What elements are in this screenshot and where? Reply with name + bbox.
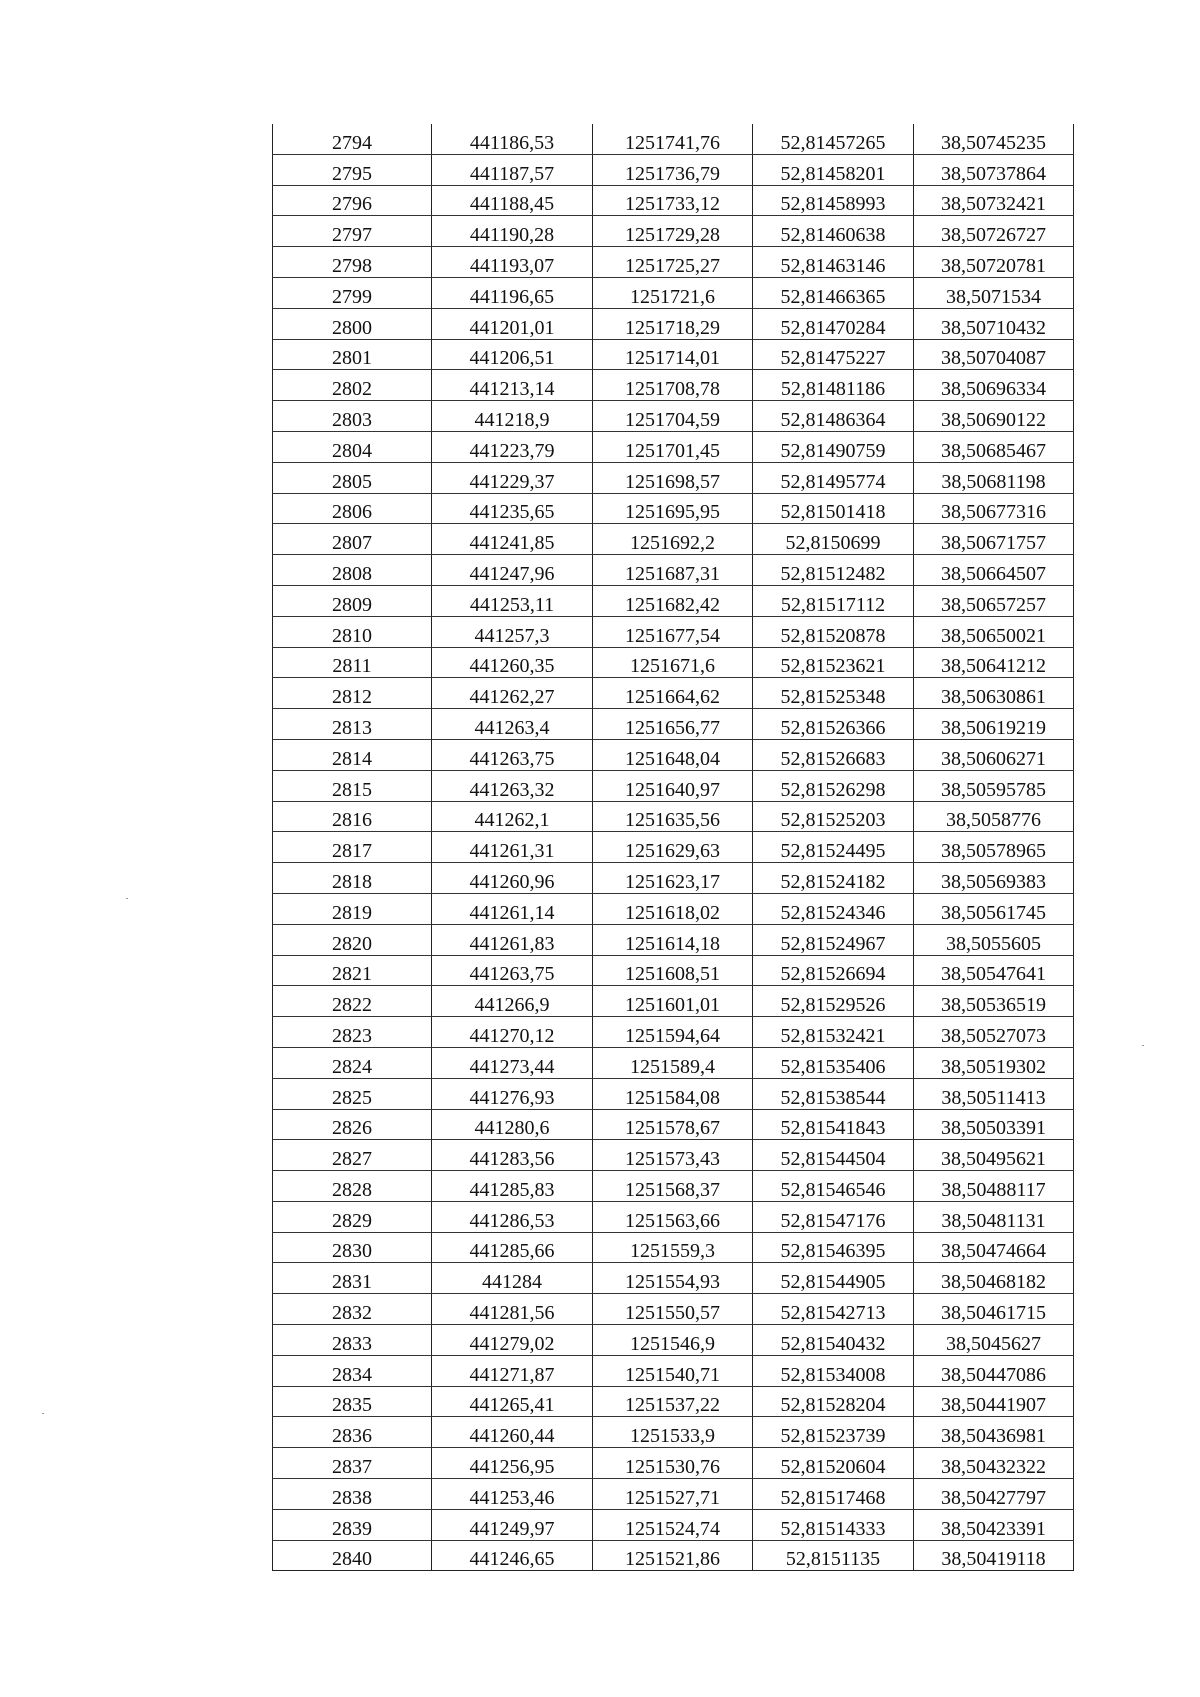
longitude-cell: 38,50606271: [914, 739, 1074, 770]
x-coordinate-cell: 441270,12: [432, 1017, 593, 1048]
longitude-cell: 38,50657257: [914, 585, 1074, 616]
x-coordinate-cell: 441223,79: [432, 431, 593, 462]
table-row: [273, 1171, 1074, 1202]
point-number-cell: 2803: [273, 401, 432, 432]
table-row: [273, 1109, 1074, 1140]
y-coordinate-cell: 1251614,18: [593, 924, 753, 955]
x-coordinate-cell: 441257,3: [432, 616, 593, 647]
x-coordinate-cell: 441190,28: [432, 216, 593, 247]
latitude-cell: 52,81546546: [753, 1171, 914, 1202]
y-coordinate-cell: 1251589,4: [593, 1047, 753, 1078]
latitude-cell: 52,81512482: [753, 555, 914, 586]
longitude-cell: 38,50726727: [914, 216, 1074, 247]
point-number-cell: 2813: [273, 709, 432, 740]
table-row: [273, 185, 1074, 216]
longitude-cell: 38,5058776: [914, 801, 1074, 832]
longitude-cell: 38,50441907: [914, 1386, 1074, 1417]
latitude-cell: 52,81517468: [753, 1479, 914, 1510]
latitude-cell: 52,81486364: [753, 401, 914, 432]
latitude-cell: 52,81501418: [753, 493, 914, 524]
y-coordinate-cell: 1251671,6: [593, 647, 753, 678]
table-row: [273, 339, 1074, 370]
table-row: [273, 1232, 1074, 1263]
x-coordinate-cell: 441218,9: [432, 401, 593, 432]
point-number-cell: 2821: [273, 955, 432, 986]
latitude-cell: 52,81532421: [753, 1017, 914, 1048]
coordinates-table: [272, 124, 1074, 1571]
scan-speck: [1142, 1045, 1144, 1046]
longitude-cell: 38,50696334: [914, 370, 1074, 401]
x-coordinate-cell: 441260,96: [432, 863, 593, 894]
x-coordinate-cell: 441241,85: [432, 524, 593, 555]
y-coordinate-cell: 1251601,01: [593, 986, 753, 1017]
point-number-cell: 2838: [273, 1479, 432, 1510]
point-number-cell: 2794: [273, 124, 432, 154]
y-coordinate-cell: 1251635,56: [593, 801, 753, 832]
longitude-cell: 38,50561745: [914, 893, 1074, 924]
latitude-cell: 52,8150699: [753, 524, 914, 555]
latitude-cell: 52,81523739: [753, 1417, 914, 1448]
latitude-cell: 52,81526683: [753, 739, 914, 770]
latitude-cell: 52,81524346: [753, 893, 914, 924]
longitude-cell: 38,50720781: [914, 247, 1074, 278]
x-coordinate-cell: 441187,57: [432, 154, 593, 185]
longitude-cell: 38,50511413: [914, 1078, 1074, 1109]
x-coordinate-cell: 441285,83: [432, 1171, 593, 1202]
point-number-cell: 2807: [273, 524, 432, 555]
latitude-cell: 52,81546395: [753, 1232, 914, 1263]
longitude-cell: 38,50745235: [914, 124, 1074, 154]
longitude-cell: 38,50474664: [914, 1232, 1074, 1263]
latitude-cell: 52,81517112: [753, 585, 914, 616]
latitude-cell: 52,81523621: [753, 647, 914, 678]
point-number-cell: 2833: [273, 1325, 432, 1356]
x-coordinate-cell: 441201,01: [432, 308, 593, 339]
y-coordinate-cell: 1251729,28: [593, 216, 753, 247]
y-coordinate-cell: 1251563,66: [593, 1201, 753, 1232]
table-row: [273, 1017, 1074, 1048]
table-row: [273, 1325, 1074, 1356]
point-number-cell: 2836: [273, 1417, 432, 1448]
y-coordinate-cell: 1251623,17: [593, 863, 753, 894]
x-coordinate-cell: 441284: [432, 1263, 593, 1294]
table-row: [273, 431, 1074, 462]
table-row: [273, 493, 1074, 524]
y-coordinate-cell: 1251578,67: [593, 1109, 753, 1140]
y-coordinate-cell: 1251687,31: [593, 555, 753, 586]
y-coordinate-cell: 1251695,95: [593, 493, 753, 524]
y-coordinate-cell: 1251537,22: [593, 1386, 753, 1417]
longitude-cell: 38,50461715: [914, 1294, 1074, 1325]
point-number-cell: 2798: [273, 247, 432, 278]
latitude-cell: 52,81460638: [753, 216, 914, 247]
table-row: [273, 1078, 1074, 1109]
y-coordinate-cell: 1251725,27: [593, 247, 753, 278]
latitude-cell: 52,81458201: [753, 154, 914, 185]
point-number-cell: 2825: [273, 1078, 432, 1109]
y-coordinate-cell: 1251594,64: [593, 1017, 753, 1048]
x-coordinate-cell: 441196,65: [432, 277, 593, 308]
x-coordinate-cell: 441247,96: [432, 555, 593, 586]
point-number-cell: 2839: [273, 1509, 432, 1540]
latitude-cell: 52,81481186: [753, 370, 914, 401]
table-row: [273, 308, 1074, 339]
latitude-cell: 52,81528204: [753, 1386, 914, 1417]
table-row: [273, 647, 1074, 678]
latitude-cell: 52,81524495: [753, 832, 914, 863]
longitude-cell: 38,50419118: [914, 1540, 1074, 1571]
y-coordinate-cell: 1251741,76: [593, 124, 753, 154]
longitude-cell: 38,50503391: [914, 1109, 1074, 1140]
longitude-cell: 38,50732421: [914, 185, 1074, 216]
point-number-cell: 2802: [273, 370, 432, 401]
table-row: [273, 801, 1074, 832]
longitude-cell: 38,50650021: [914, 616, 1074, 647]
y-coordinate-cell: 1251664,62: [593, 678, 753, 709]
x-coordinate-cell: 441213,14: [432, 370, 593, 401]
point-number-cell: 2800: [273, 308, 432, 339]
x-coordinate-cell: 441261,31: [432, 832, 593, 863]
y-coordinate-cell: 1251533,9: [593, 1417, 753, 1448]
y-coordinate-cell: 1251527,71: [593, 1479, 753, 1510]
y-coordinate-cell: 1251524,74: [593, 1509, 753, 1540]
y-coordinate-cell: 1251656,77: [593, 709, 753, 740]
longitude-cell: 38,5045627: [914, 1325, 1074, 1356]
point-number-cell: 2835: [273, 1386, 432, 1417]
latitude-cell: 52,81547176: [753, 1201, 914, 1232]
longitude-cell: 38,50704087: [914, 339, 1074, 370]
table-row: [273, 893, 1074, 924]
point-number-cell: 2796: [273, 185, 432, 216]
table-row: [273, 709, 1074, 740]
x-coordinate-cell: 441276,93: [432, 1078, 593, 1109]
x-coordinate-cell: 441256,95: [432, 1448, 593, 1479]
latitude-cell: 52,81475227: [753, 339, 914, 370]
longitude-cell: 38,50664507: [914, 555, 1074, 586]
longitude-cell: 38,50432322: [914, 1448, 1074, 1479]
x-coordinate-cell: 441261,14: [432, 893, 593, 924]
longitude-cell: 38,50536519: [914, 986, 1074, 1017]
scan-speck: [42, 1413, 44, 1414]
latitude-cell: 52,81534008: [753, 1355, 914, 1386]
longitude-cell: 38,50677316: [914, 493, 1074, 524]
x-coordinate-cell: 441285,66: [432, 1232, 593, 1263]
point-number-cell: 2827: [273, 1140, 432, 1171]
latitude-cell: 52,81470284: [753, 308, 914, 339]
x-coordinate-cell: 441279,02: [432, 1325, 593, 1356]
x-coordinate-cell: 441263,32: [432, 770, 593, 801]
point-number-cell: 2831: [273, 1263, 432, 1294]
longitude-cell: 38,50710432: [914, 308, 1074, 339]
latitude-cell: 52,81463146: [753, 247, 914, 278]
latitude-cell: 52,81520604: [753, 1448, 914, 1479]
latitude-cell: 52,81524182: [753, 863, 914, 894]
longitude-cell: 38,50468182: [914, 1263, 1074, 1294]
point-number-cell: 2801: [273, 339, 432, 370]
y-coordinate-cell: 1251608,51: [593, 955, 753, 986]
latitude-cell: 52,81458993: [753, 185, 914, 216]
table-row: [273, 1386, 1074, 1417]
y-coordinate-cell: 1251736,79: [593, 154, 753, 185]
longitude-cell: 38,50641212: [914, 647, 1074, 678]
x-coordinate-cell: 441266,9: [432, 986, 593, 1017]
y-coordinate-cell: 1251704,59: [593, 401, 753, 432]
x-coordinate-cell: 441193,07: [432, 247, 593, 278]
x-coordinate-cell: 441253,46: [432, 1479, 593, 1510]
longitude-cell: 38,5071534: [914, 277, 1074, 308]
longitude-cell: 38,50578965: [914, 832, 1074, 863]
point-number-cell: 2806: [273, 493, 432, 524]
table-row: [273, 524, 1074, 555]
latitude-cell: 52,81520878: [753, 616, 914, 647]
y-coordinate-cell: 1251677,54: [593, 616, 753, 647]
table-row: [273, 124, 1074, 154]
y-coordinate-cell: 1251530,76: [593, 1448, 753, 1479]
point-number-cell: 2834: [273, 1355, 432, 1386]
y-coordinate-cell: 1251629,63: [593, 832, 753, 863]
point-number-cell: 2828: [273, 1171, 432, 1202]
point-number-cell: 2817: [273, 832, 432, 863]
point-number-cell: 2815: [273, 770, 432, 801]
y-coordinate-cell: 1251521,86: [593, 1540, 753, 1571]
x-coordinate-cell: 441186,53: [432, 124, 593, 154]
latitude-cell: 52,81525203: [753, 801, 914, 832]
table-row: [273, 462, 1074, 493]
point-number-cell: 2818: [273, 863, 432, 894]
x-coordinate-cell: 441263,75: [432, 955, 593, 986]
point-number-cell: 2799: [273, 277, 432, 308]
point-number-cell: 2832: [273, 1294, 432, 1325]
x-coordinate-cell: 441265,41: [432, 1386, 593, 1417]
point-number-cell: 2795: [273, 154, 432, 185]
point-number-cell: 2826: [273, 1109, 432, 1140]
point-number-cell: 2797: [273, 216, 432, 247]
point-number-cell: 2812: [273, 678, 432, 709]
y-coordinate-cell: 1251550,57: [593, 1294, 753, 1325]
latitude-cell: 52,81538544: [753, 1078, 914, 1109]
x-coordinate-cell: 441286,53: [432, 1201, 593, 1232]
x-coordinate-cell: 441273,44: [432, 1047, 593, 1078]
x-coordinate-cell: 441263,4: [432, 709, 593, 740]
table-row: [273, 1047, 1074, 1078]
latitude-cell: 52,81457265: [753, 124, 914, 154]
y-coordinate-cell: 1251618,02: [593, 893, 753, 924]
x-coordinate-cell: 441261,83: [432, 924, 593, 955]
point-number-cell: 2811: [273, 647, 432, 678]
longitude-cell: 38,50427797: [914, 1479, 1074, 1510]
y-coordinate-cell: 1251714,01: [593, 339, 753, 370]
table-row: [273, 216, 1074, 247]
table-row: [273, 401, 1074, 432]
latitude-cell: 52,81544504: [753, 1140, 914, 1171]
longitude-cell: 38,50481131: [914, 1201, 1074, 1232]
table-row: [273, 1479, 1074, 1510]
point-number-cell: 2820: [273, 924, 432, 955]
y-coordinate-cell: 1251682,42: [593, 585, 753, 616]
point-number-cell: 2805: [273, 462, 432, 493]
table-row: [273, 1140, 1074, 1171]
x-coordinate-cell: 441260,35: [432, 647, 593, 678]
longitude-cell: 38,50690122: [914, 401, 1074, 432]
y-coordinate-cell: 1251546,9: [593, 1325, 753, 1356]
y-coordinate-cell: 1251573,43: [593, 1140, 753, 1171]
x-coordinate-cell: 441280,6: [432, 1109, 593, 1140]
latitude-cell: 52,81526694: [753, 955, 914, 986]
point-number-cell: 2814: [273, 739, 432, 770]
point-number-cell: 2824: [273, 1047, 432, 1078]
point-number-cell: 2829: [273, 1201, 432, 1232]
longitude-cell: 38,50681198: [914, 462, 1074, 493]
latitude-cell: 52,81524967: [753, 924, 914, 955]
table-row: [273, 1448, 1074, 1479]
x-coordinate-cell: 441281,56: [432, 1294, 593, 1325]
point-number-cell: 2808: [273, 555, 432, 586]
point-number-cell: 2816: [273, 801, 432, 832]
longitude-cell: 38,50737864: [914, 154, 1074, 185]
x-coordinate-cell: 441253,11: [432, 585, 593, 616]
x-coordinate-cell: 441249,97: [432, 1509, 593, 1540]
point-number-cell: 2840: [273, 1540, 432, 1571]
table-row: [273, 1294, 1074, 1325]
longitude-cell: 38,50569383: [914, 863, 1074, 894]
y-coordinate-cell: 1251698,57: [593, 462, 753, 493]
longitude-cell: 38,50595785: [914, 770, 1074, 801]
y-coordinate-cell: 1251554,93: [593, 1263, 753, 1294]
table-row: [273, 1355, 1074, 1386]
table-row: [273, 986, 1074, 1017]
table-row: [273, 955, 1074, 986]
y-coordinate-cell: 1251718,29: [593, 308, 753, 339]
point-number-cell: 2822: [273, 986, 432, 1017]
latitude-cell: 52,8151135: [753, 1540, 914, 1571]
x-coordinate-cell: 441246,65: [432, 1540, 593, 1571]
x-coordinate-cell: 441235,65: [432, 493, 593, 524]
table-row: [273, 277, 1074, 308]
table-row: [273, 1201, 1074, 1232]
y-coordinate-cell: 1251540,71: [593, 1355, 753, 1386]
point-number-cell: 2830: [273, 1232, 432, 1263]
point-number-cell: 2837: [273, 1448, 432, 1479]
scan-speck: [126, 898, 128, 899]
coordinates-table-body: [273, 124, 1074, 1571]
longitude-cell: 38,50527073: [914, 1017, 1074, 1048]
latitude-cell: 52,81525348: [753, 678, 914, 709]
longitude-cell: 38,50447086: [914, 1355, 1074, 1386]
table-row: [273, 832, 1074, 863]
x-coordinate-cell: 441229,37: [432, 462, 593, 493]
point-number-cell: 2804: [273, 431, 432, 462]
latitude-cell: 52,81495774: [753, 462, 914, 493]
x-coordinate-cell: 441263,75: [432, 739, 593, 770]
latitude-cell: 52,81526298: [753, 770, 914, 801]
y-coordinate-cell: 1251708,78: [593, 370, 753, 401]
longitude-cell: 38,5055605: [914, 924, 1074, 955]
point-number-cell: 2810: [273, 616, 432, 647]
table-row: [273, 247, 1074, 278]
y-coordinate-cell: 1251640,97: [593, 770, 753, 801]
latitude-cell: 52,81540432: [753, 1325, 914, 1356]
latitude-cell: 52,81541843: [753, 1109, 914, 1140]
y-coordinate-cell: 1251559,3: [593, 1232, 753, 1263]
longitude-cell: 38,50547641: [914, 955, 1074, 986]
table-row: [273, 863, 1074, 894]
table-row: [273, 1263, 1074, 1294]
y-coordinate-cell: 1251568,37: [593, 1171, 753, 1202]
latitude-cell: 52,81529526: [753, 986, 914, 1017]
latitude-cell: 52,81466365: [753, 277, 914, 308]
x-coordinate-cell: 441262,27: [432, 678, 593, 709]
y-coordinate-cell: 1251701,45: [593, 431, 753, 462]
table-row: [273, 924, 1074, 955]
point-number-cell: 2819: [273, 893, 432, 924]
latitude-cell: 52,81535406: [753, 1047, 914, 1078]
y-coordinate-cell: 1251692,2: [593, 524, 753, 555]
table-row: [273, 616, 1074, 647]
latitude-cell: 52,81542713: [753, 1294, 914, 1325]
y-coordinate-cell: 1251584,08: [593, 1078, 753, 1109]
longitude-cell: 38,50630861: [914, 678, 1074, 709]
longitude-cell: 38,50423391: [914, 1509, 1074, 1540]
latitude-cell: 52,81514333: [753, 1509, 914, 1540]
x-coordinate-cell: 441271,87: [432, 1355, 593, 1386]
longitude-cell: 38,50436981: [914, 1417, 1074, 1448]
table-row: [273, 370, 1074, 401]
table-row: [273, 1509, 1074, 1540]
longitude-cell: 38,50685467: [914, 431, 1074, 462]
table-row: [273, 1417, 1074, 1448]
table-row: [273, 555, 1074, 586]
y-coordinate-cell: 1251733,12: [593, 185, 753, 216]
table-row: [273, 585, 1074, 616]
y-coordinate-cell: 1251721,6: [593, 277, 753, 308]
longitude-cell: 38,50519302: [914, 1047, 1074, 1078]
x-coordinate-cell: 441206,51: [432, 339, 593, 370]
table-row: [273, 1540, 1074, 1571]
latitude-cell: 52,81526366: [753, 709, 914, 740]
x-coordinate-cell: 441283,56: [432, 1140, 593, 1171]
longitude-cell: 38,50671757: [914, 524, 1074, 555]
y-coordinate-cell: 1251648,04: [593, 739, 753, 770]
table-row: [273, 739, 1074, 770]
point-number-cell: 2823: [273, 1017, 432, 1048]
point-number-cell: 2809: [273, 585, 432, 616]
longitude-cell: 38,50488117: [914, 1171, 1074, 1202]
x-coordinate-cell: 441262,1: [432, 801, 593, 832]
longitude-cell: 38,50619219: [914, 709, 1074, 740]
x-coordinate-cell: 441188,45: [432, 185, 593, 216]
table-row: [273, 678, 1074, 709]
latitude-cell: 52,81544905: [753, 1263, 914, 1294]
table-row: [273, 770, 1074, 801]
latitude-cell: 52,81490759: [753, 431, 914, 462]
table-row: [273, 154, 1074, 185]
x-coordinate-cell: 441260,44: [432, 1417, 593, 1448]
longitude-cell: 38,50495621: [914, 1140, 1074, 1171]
